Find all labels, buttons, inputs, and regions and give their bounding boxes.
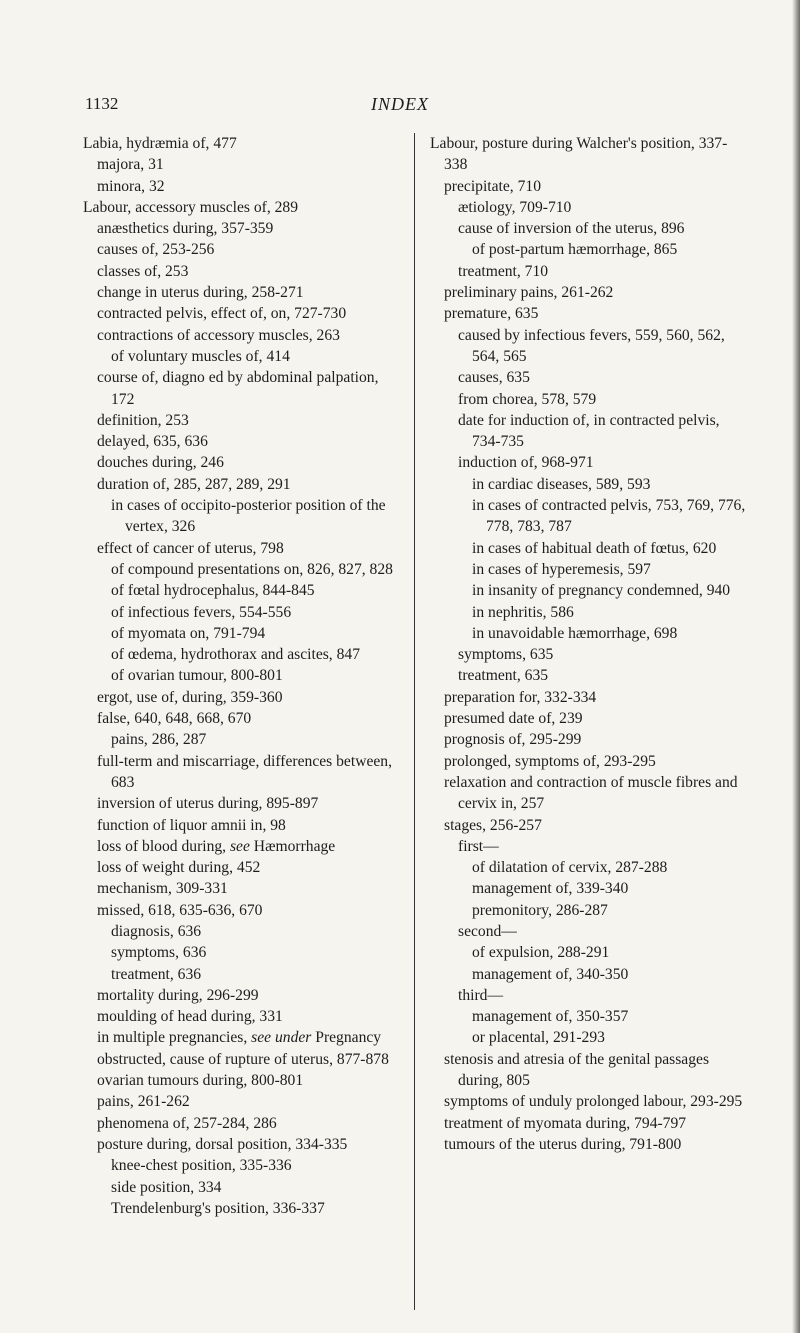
index-entry-text: preparation for, 332-334	[444, 688, 597, 706]
index-entry	[83, 729, 401, 750]
index-entry	[430, 751, 750, 772]
index-entry-text: of voluntary muscles of, 414	[111, 347, 290, 365]
index-entry-text: presumed date of, 239	[444, 710, 583, 728]
index-entry-text: contracted pelvis, effect of, on, 727-730	[97, 305, 347, 323]
index-entry-text: in unavoidable hæmorrhage, 698	[472, 624, 678, 642]
index-entry-text: effect of cancer of uterus, 798	[97, 539, 284, 557]
index-entry	[430, 1134, 750, 1155]
index-entry-text: tumours of the uterus during, 791-800	[444, 1135, 682, 1153]
index-entry	[430, 836, 750, 857]
index-entry-text: definition, 253	[97, 411, 189, 429]
index-cross-reference-target: Pregnancy	[311, 1029, 382, 1047]
index-entry	[430, 964, 750, 985]
index-entry-text: precipitate, 710	[444, 177, 541, 195]
index-entry-text: in cases of contracted pelvis, 753, 769, 776, 778, 783, 787	[472, 497, 746, 536]
index-entry	[83, 665, 401, 686]
index-entry	[430, 772, 750, 815]
index-entry-text: of ovarian tumour, 800-801	[111, 667, 283, 685]
page-edge-shadow	[792, 0, 800, 1333]
index-entry-text: ergot, use of, during, 359-360	[97, 688, 283, 706]
index-entry-text: Labour, accessory muscles of, 289	[83, 198, 299, 216]
index-entry-text: in insanity of pregnancy condemned, 940	[472, 582, 731, 600]
index-entry	[83, 1198, 401, 1219]
index-entry-text: caused by infectious fevers, 559, 560, 562, 564, 565	[458, 326, 725, 365]
index-cross-reference-target: Hæmorrhage	[249, 837, 336, 855]
index-entry	[430, 623, 750, 644]
index-entry-text: moulding of head during, 331	[97, 1008, 283, 1026]
index-entry-text: in nephritis, 586	[472, 603, 574, 621]
index-entry	[430, 729, 750, 750]
index-entry	[83, 1006, 401, 1027]
index-entry	[430, 239, 750, 260]
index-entry	[83, 303, 401, 324]
index-entry-text: symptoms of unduly prolonged labour, 293-295	[444, 1093, 743, 1111]
index-entry	[83, 580, 401, 601]
index-entry	[83, 708, 401, 729]
index-entry	[430, 644, 750, 665]
index-entry-text: loss of weight during, 452	[97, 859, 261, 877]
index-entry	[430, 1006, 750, 1027]
index-entry-text: inversion of uterus during, 895-897	[97, 795, 319, 813]
index-entry-text: pains, 261-262	[97, 1093, 190, 1111]
index-entry-text: first—	[458, 837, 499, 855]
index-entry	[430, 410, 750, 453]
index-entry	[430, 133, 750, 176]
index-entry-text: from chorea, 578, 579	[458, 390, 597, 408]
index-entry-text: management of, 339-340	[472, 880, 629, 898]
index-entry-text: ætiology, 709-710	[458, 198, 572, 216]
index-entry	[83, 1155, 401, 1176]
index-entry	[83, 1070, 401, 1091]
index-entry-text: loss of blood during,	[97, 837, 230, 855]
index-entry	[430, 921, 750, 942]
index-entry-text: symptoms, 636	[111, 944, 207, 962]
index-entry	[430, 261, 750, 282]
index-entry	[83, 325, 401, 346]
index-entry-text: stages, 256-257	[444, 816, 542, 834]
index-entry-text: pains, 286, 287	[111, 731, 207, 749]
page-header	[0, 94, 800, 120]
index-entry	[430, 602, 750, 623]
index-entry-text: prognosis of, 295-299	[444, 731, 582, 749]
index-entry	[83, 197, 401, 218]
index-entry	[83, 687, 401, 708]
index-entry-text: in cases of occipito-posterior position of the vertex, 326	[111, 497, 386, 536]
index-entry-text: preliminary pains, 261-262	[444, 284, 614, 302]
index-entry	[430, 538, 750, 559]
index-entry	[83, 282, 401, 303]
index-entry-text: treatment, 710	[458, 262, 549, 280]
index-entry	[83, 218, 401, 239]
index-entry	[83, 1134, 401, 1155]
index-entry	[430, 389, 750, 410]
index-entry	[430, 474, 750, 495]
index-entry-text: premonitory, 286-287	[472, 901, 608, 919]
index-entry	[83, 942, 401, 963]
index-entry	[430, 687, 750, 708]
index-entry-text: ovarian tumours during, 800-801	[97, 1072, 304, 1090]
index-entry	[83, 346, 401, 367]
index-entry-text: majora, 31	[97, 156, 164, 174]
index-entry-text: phenomena of, 257-284, 286	[97, 1114, 277, 1132]
index-entry-text: in cardiac diseases, 589, 593	[472, 475, 651, 493]
index-column-right	[430, 133, 750, 1155]
index-entry-text: relaxation and contraction of muscle fibres and cervix in, 257	[444, 773, 738, 813]
index-entry	[430, 1091, 750, 1112]
index-entry-text: posture during, dorsal position, 334-335	[97, 1135, 348, 1153]
index-entry-text: second—	[458, 922, 517, 940]
index-entry	[83, 644, 401, 665]
index-entry-text: of fœtal hydrocephalus, 844-845	[111, 582, 315, 600]
index-entry-text: management of, 340-350	[472, 965, 629, 983]
index-entry	[430, 580, 750, 601]
index-entry	[430, 815, 750, 836]
index-entry	[430, 857, 750, 878]
index-entry	[430, 303, 750, 324]
index-entry-text: of post-partum hæmorrhage, 865	[472, 241, 678, 259]
index-entry-text: douches during, 246	[97, 454, 224, 472]
index-entry	[430, 1049, 750, 1092]
index-entry	[83, 452, 401, 473]
index-cross-reference: see under	[251, 1029, 312, 1047]
index-entry	[430, 559, 750, 580]
index-entry	[83, 1027, 401, 1048]
index-entry	[83, 154, 401, 175]
index-entry-text: duration of, 285, 287, 289, 291	[97, 475, 291, 493]
index-entry-text: or placental, 291-293	[472, 1029, 605, 1047]
index-entry-text: of œdema, hydrothorax and ascites, 847	[111, 646, 360, 664]
index-entry-text: cause of inversion of the uterus, 896	[458, 220, 685, 238]
index-entry-text: missed, 618, 635-636, 670	[97, 901, 263, 919]
index-entry	[430, 197, 750, 218]
index-entry	[83, 176, 401, 197]
index-entry	[430, 495, 750, 538]
index-entry-text: contractions of accessory muscles, 263	[97, 326, 340, 344]
index-entry-text: prolonged, symptoms of, 293-295	[444, 752, 656, 770]
index-entry-text: full-term and miscarriage, differences between, 683	[97, 752, 392, 791]
index-entry	[83, 793, 401, 814]
index-entry-text: in cases of hyperemesis, 597	[472, 560, 651, 578]
index-entry-text: mechanism, 309-331	[97, 880, 228, 898]
index-entry-text: classes of, 253	[97, 262, 189, 280]
index-entry-text: treatment, 636	[111, 965, 202, 983]
index-entry-text: Trendelenburg's position, 336-337	[111, 1199, 325, 1217]
index-entry-text: premature, 635	[444, 305, 539, 323]
index-entry	[83, 878, 401, 899]
index-entry	[83, 1049, 401, 1070]
index-entry-text: stenosis and atresia of the genital passages during, 805	[444, 1050, 710, 1090]
index-entry	[83, 538, 401, 559]
index-entry	[83, 239, 401, 260]
index-entry-text: treatment, 635	[458, 667, 549, 685]
index-entry-text: of myomata on, 791-794	[111, 624, 266, 642]
index-entry	[83, 559, 401, 580]
index-entry	[83, 431, 401, 452]
index-entry-text: minora, 32	[97, 177, 165, 195]
index-entry-text: treatment of myomata during, 794-797	[444, 1114, 687, 1132]
index-entry-text: of compound presentations on, 826, 827, 828	[111, 560, 393, 578]
index-entry-text: induction of, 968-971	[458, 454, 594, 472]
column-divider	[414, 133, 415, 1310]
index-entry	[430, 985, 750, 1006]
index-entry-text: date for induction of, in contracted pelvis, 734-735	[458, 411, 720, 451]
index-entry	[83, 474, 401, 495]
index-entry-text: obstructed, cause of rupture of uterus, 877-878	[97, 1050, 389, 1068]
index-entry-text: symptoms, 635	[458, 646, 554, 664]
index-entry	[430, 367, 750, 388]
index-entry-text: of infectious fevers, 554-556	[111, 603, 292, 621]
index-entry-text: delayed, 635, 636	[97, 433, 208, 451]
index-entry	[430, 665, 750, 686]
index-cross-reference: see	[229, 837, 250, 855]
index-entry-text: management of, 350-357	[472, 1008, 629, 1026]
index-column-left	[83, 133, 401, 1219]
index-entry	[430, 900, 750, 921]
index-entry	[430, 218, 750, 239]
index-entry	[83, 133, 401, 154]
index-entry	[83, 410, 401, 431]
index-entry-text: third—	[458, 986, 504, 1004]
index-entry-text: in cases of habitual death of fœtus, 620	[472, 539, 717, 557]
index-entry-text: function of liquor amnii in, 98	[97, 816, 286, 834]
index-entry	[83, 1113, 401, 1134]
index-entry-text: Labour, posture during Walcher's position, 337-338	[430, 135, 728, 174]
index-entry	[430, 942, 750, 963]
index-entry	[83, 964, 401, 985]
index-entry-text: of dilatation of cervix, 287-288	[472, 859, 668, 877]
index-entry	[83, 751, 401, 794]
index-entry	[83, 602, 401, 623]
index-entry	[83, 1091, 401, 1112]
index-entry-text: course of, diagno ed by abdominal palpation, 172	[97, 369, 379, 408]
index-entry	[430, 708, 750, 729]
index-entry	[83, 495, 401, 538]
index-entry	[430, 325, 750, 368]
index-entry-text: diagnosis, 636	[111, 922, 202, 940]
index-entry	[83, 985, 401, 1006]
index-entry	[430, 878, 750, 899]
index-entry	[83, 367, 401, 410]
index-entry-text: in multiple pregnancies,	[97, 1029, 252, 1047]
index-entry	[83, 836, 401, 857]
index-entry-text: Labia, hydræmia of, 477	[83, 135, 237, 152]
index-entry	[83, 261, 401, 282]
index-entry	[430, 1027, 750, 1048]
index-entry	[83, 857, 401, 878]
index-entry	[430, 176, 750, 197]
index-entry	[83, 921, 401, 942]
index-entry-text: of expulsion, 288-291	[472, 944, 610, 962]
index-entry-text: mortality during, 296-299	[97, 986, 259, 1004]
index-entry	[83, 623, 401, 644]
index-entry	[83, 900, 401, 921]
index-entry-text: causes, 635	[458, 369, 530, 387]
index-entry-text: anæsthetics during, 357-359	[97, 220, 274, 238]
running-head: INDEX	[371, 94, 429, 114]
page-number: 1132	[85, 94, 119, 113]
index-entry	[83, 1177, 401, 1198]
index-entry-text: change in uterus during, 258-271	[97, 284, 304, 302]
index-entry-text: knee-chest position, 335-336	[111, 1157, 292, 1175]
index-entry	[430, 282, 750, 303]
index-entry-text: side position, 334	[111, 1178, 222, 1196]
index-entry	[430, 1113, 750, 1134]
index-entry-text: false, 640, 648, 668, 670	[97, 710, 252, 728]
index-entry	[83, 815, 401, 836]
index-entry-text: causes of, 253-256	[97, 241, 215, 259]
index-entry	[430, 452, 750, 473]
